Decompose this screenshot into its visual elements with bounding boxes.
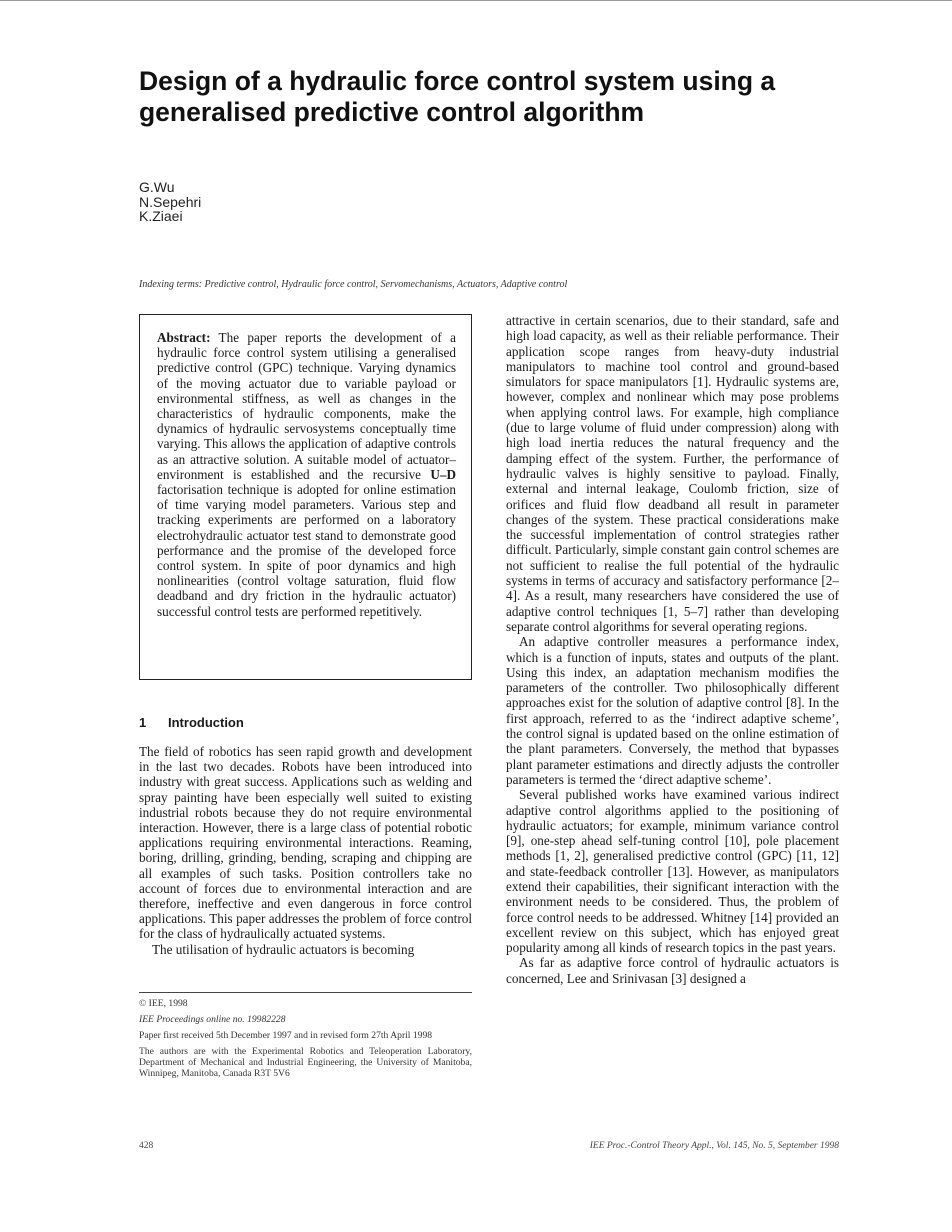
abstract-box — [139, 314, 472, 680]
indexing-terms: Indexing terms: Predictive control, Hydraulic force control, Servomechanisms, Actuators, Adaptive control — [139, 279, 568, 290]
left-column — [139, 744, 472, 957]
section-number: 1 — [139, 715, 147, 730]
author-list — [139, 180, 201, 224]
paragraph: Several published works have examined various indirect adaptive control algorithms applied to the positioning of hydraulic actuators; for example, minimum variance control [9], one-step ahead self-tuning control [10], pole placement methods [1, 2], generalised predictive control (GPC) [11, 12] and state-feedback controller [13]. However, as manipulators extend their capabilities, their significant interaction with the environment needs to be considered. Thus, the problem of force control needs to be addressed. Whitney [14] provided an excellent review on this subject, which has enjoyed great popularity among all kinds of research topics in the past years. — [506, 787, 839, 956]
author: N.Sepehri — [139, 193, 202, 210]
page-number: 428 — [139, 1141, 154, 1151]
right-column — [506, 313, 839, 986]
journal-footer: IEE Proc.-Control Theory Appl., Vol. 145, No. 5, September 1998 — [589, 1141, 839, 1151]
abstract-label: Abstract: — [157, 330, 211, 345]
section-title: Introduction — [168, 715, 244, 730]
online-number-note: IEE Proceedings online no. 19982228 — [139, 1014, 286, 1025]
footnote-rule — [139, 992, 472, 993]
paragraph: An adaptive controller measures a performance index, which is a function of inputs, states and outputs of the plant. Using this index, an adaptation mechanism modifies the parameters of the controller. Two philosophically different approaches exist for the solution of adaptive control [8]. In the first approach, referred to as the ‘indirect adaptive scheme’, the control signal is updated based on the online estimation of the plant parameters. Conversely, the method that bypasses plant parameter estimations and directly adjusts the controller parameters is termed the ‘direct adaptive scheme’. — [506, 634, 839, 787]
received-note: Paper first received 5th December 1997 and in revised form 27th April 1998 — [139, 1030, 433, 1041]
top-rule — [0, 0, 952, 1]
copyright-note: © IEE, 1998 — [139, 998, 188, 1009]
author: K.Ziaei — [139, 208, 183, 224]
paragraph: As far as adaptive force control of hydraulic actuators is concerned, Lee and Srinivasan [3] designed a — [506, 955, 839, 986]
paragraph: The utilisation of hydraulic actuators is becoming — [152, 941, 415, 957]
abstract-text — [157, 330, 456, 619]
author: G.Wu — [139, 179, 175, 195]
affiliation-note: The authors are with the Experimental Robotics and Teleoperation Laboratory, Department of Mechanical and Industrial Engineering, the University of Manitoba, Winnipeg, Manitoba, Canada R3T 5V6 — [139, 1046, 472, 1079]
footnotes — [139, 998, 472, 1084]
paper-title: Design of a hydraulic force control system using a generalised predictive control algorithm — [139, 66, 776, 127]
paragraph: attractive in certain scenarios, due to their standard, safe and high load capacity, as well as their reliable performance. Their application scope ranges from heavy-duty industrial manipulators to machine tool control and ground-based simulators for space manipulators [1]. Hydraulic systems are, however, complex and nonlinear which may pose problems when applying control laws. For example, high compliance (due to large volume of fluid under compression) along with high load inertia reduces the natural frequency and the damping effect of the system. Further, the performance of hydraulic valves is highly sensitive to payload. Finally, external and internal leakage, Coulomb friction, size of orifices and fluid flow deadband all result in parameter changes of the system. These practical considerations make the successful implementation of control strategies rather difficult. Particularly, simple constant gain control schemes are not sufficient to realise the full potential of the hydraulic systems in terms of accuracy and satisfactory performance [2–4]. As a result, many researchers have considered the use of adaptive control techniques [1, 5–7] rather than developing separate control algorithms for several operating regions. — [506, 313, 839, 634]
abstract-body-1: The paper reports the development of a hydraulic force control system utilising a generalised predictive control (GPC) technique. Varying dynamics of the moving actuator due to variable payload or environmental stiffness, as well as changes in the characteristics of hydraulic components, make the dynamics of hydraulic servosystems conceptually time varying. This allows the application of adaptive controls as an attractive solution. A suitable model of actuator–environment is established and the recursive — [157, 330, 456, 482]
abstract-ud: U–D — [430, 466, 456, 482]
abstract-body-2: factorisation technique is adopted for online estimation of time varying model parameters. Various step and tracking experiments are performed on a laboratory electrohydraulic actuator test stand to demonstrate good performance and the promise of the developed force control system. In spite of poor dynamics and high nonlinearities (control voltage saturation, fluid flow deadband and dry friction in the hydraulic actuator) successful control tests are performed repetitively. — [157, 482, 456, 619]
paragraph: The field of robotics has seen rapid growth and development in the last two decades. Robots have been introduced into industry with great success. Applications such as welding and spray painting have been especially well suited to existing industrial robots because they do not require environmental interaction. However, there is a large class of potential robotic applications requiring environmental interactions. Reaming, boring, drilling, grinding, bending, scraping and chipping are all examples of such tasks. Position controllers take no account of forces due to environmental interaction and are therefore, ineffective and even dangerous in force control applications. This paper addresses the problem of force control for the class of hydraulically actuated systems. — [139, 744, 472, 942]
section-heading-introduction — [139, 715, 244, 730]
